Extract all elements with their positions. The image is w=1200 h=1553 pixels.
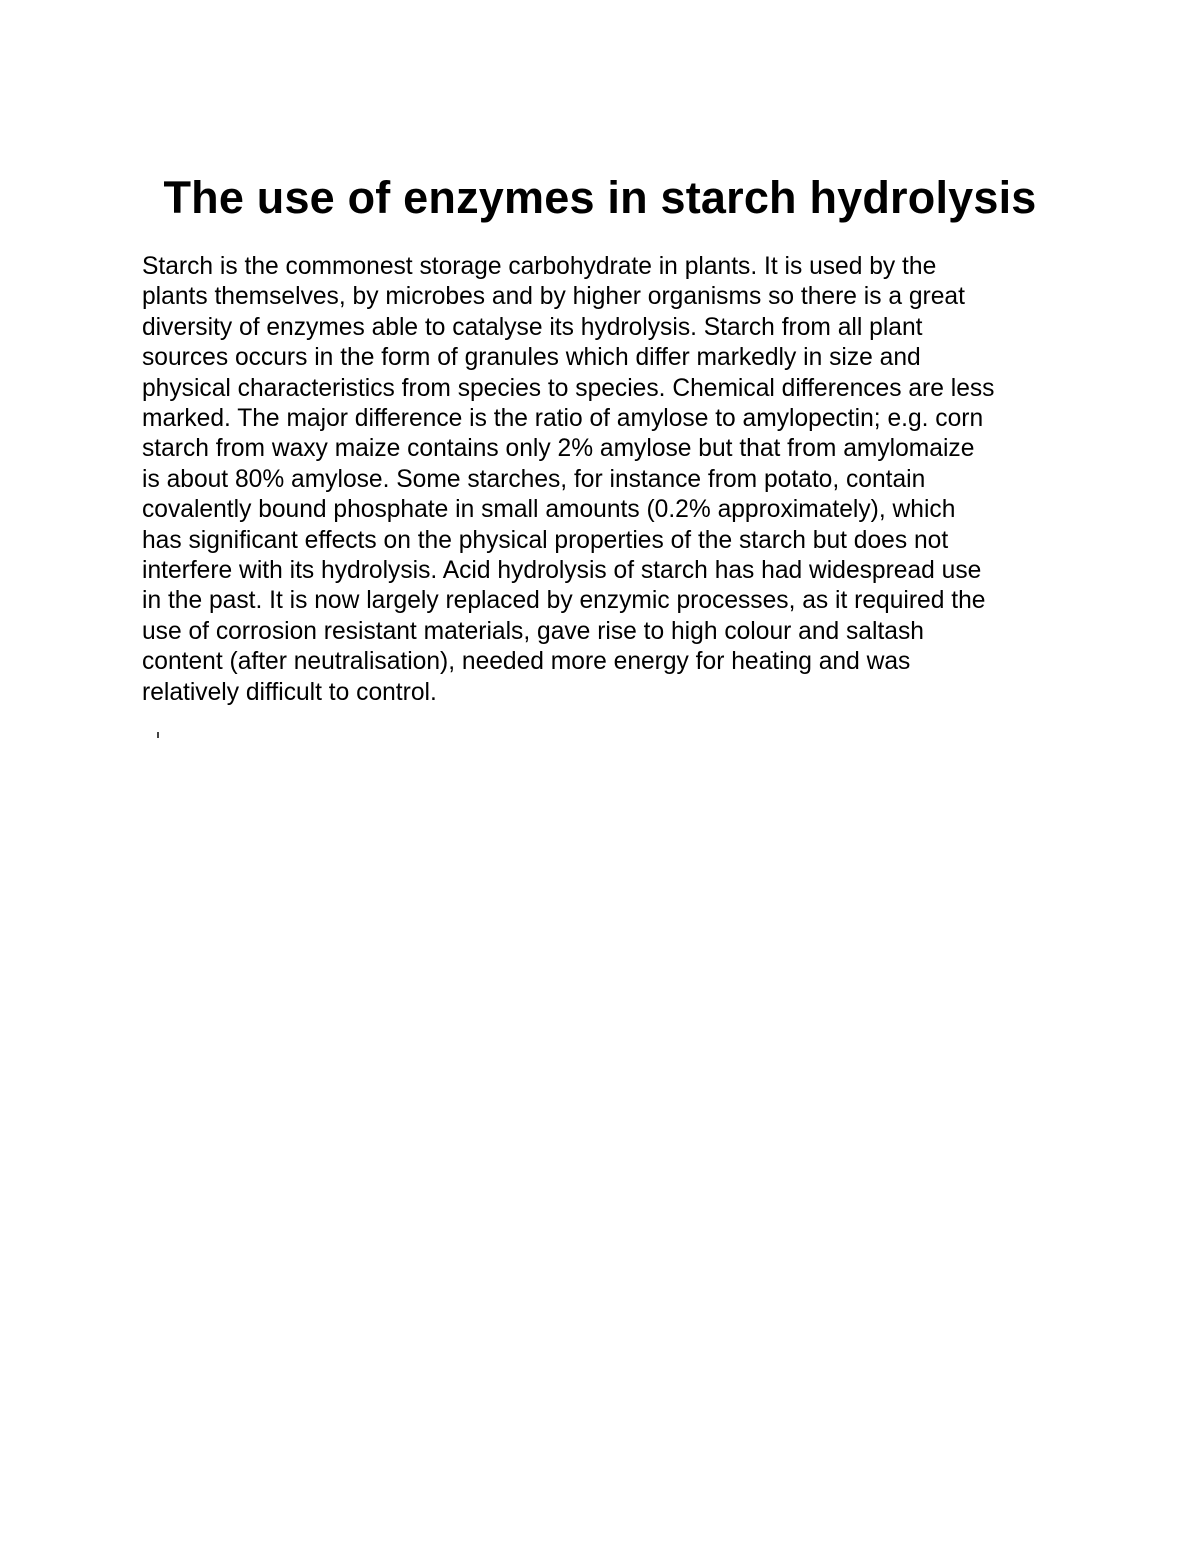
paragraph-line: covalently bound phosphate in small amounts (0.2% approximately), which (142, 496, 956, 524)
paragraph-line: content (after neutralisation), needed more energy for heating and was (142, 648, 911, 676)
paragraph-line: diversity of enzymes able to catalyse its hydrolysis. Starch from all plant (142, 313, 923, 341)
paragraph-line: in the past. It is now largely replaced by enzymic processes, as it required the (142, 587, 986, 615)
paragraph-line: is about 80% amylose. Some starches, for instance from potato, contain (142, 465, 926, 493)
body-paragraph (142, 252, 1072, 708)
paragraph-line: use of corrosion resistant materials, gave rise to high colour and saltash (142, 617, 924, 645)
paragraph-line: marked. The major difference is the ratio of amylose to amylopectin; e.g. corn (142, 405, 984, 433)
paragraph-line: has significant effects on the physical properties of the starch but does not (142, 526, 949, 554)
paragraph-line: Starch is the commonest storage carbohydrate in plants. It is used by the (142, 253, 937, 280)
paragraph-line: physical characteristics from species to species. Chemical differences are less (142, 374, 995, 402)
document-title: The use of enzymes in starch hydrolysis (163, 172, 1037, 223)
paragraph-line: starch from waxy maize contains only 2% amylose but that from amylomaize (142, 435, 975, 463)
paragraph-line: plants themselves, by microbes and by higher organisms so there is a great (142, 283, 965, 311)
paragraph-line: relatively difficult to control. (142, 678, 437, 706)
paragraph-line: interfere with its hydrolysis. Acid hydrolysis of starch has had widespread use (142, 557, 982, 585)
stray-tick-mark (157, 732, 159, 738)
paragraph-line: sources occurs in the form of granules which differ markedly in size and (142, 344, 921, 372)
